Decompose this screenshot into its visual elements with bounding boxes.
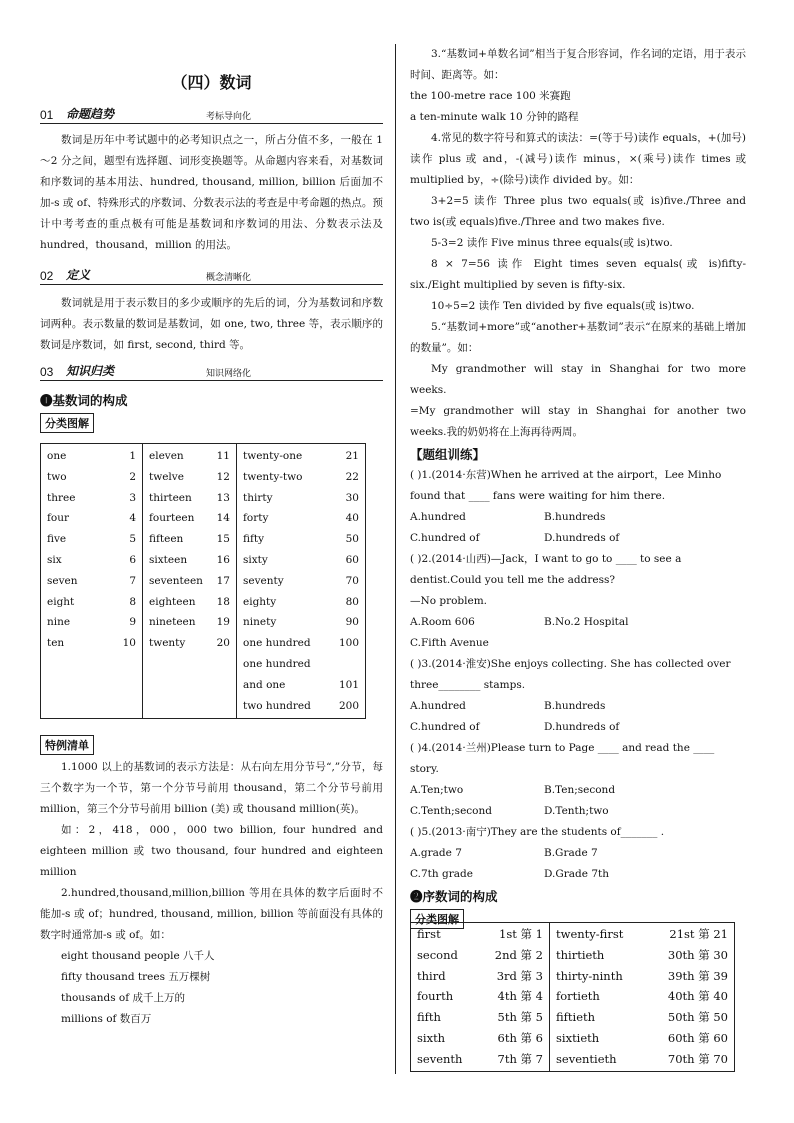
number-row [149, 633, 230, 654]
number-word: two hundred [243, 699, 311, 712]
options-row [410, 507, 746, 528]
number-row [243, 529, 359, 550]
number-value: 17 [216, 574, 230, 587]
example-line: thousands of 成千上万的 [61, 992, 185, 1005]
option[interactable]: D.Grade 7th [544, 868, 609, 880]
number-value: 19 [216, 616, 230, 629]
number-row [47, 467, 136, 488]
option[interactable]: D.Tenth;two [544, 805, 609, 817]
number-row [149, 508, 230, 529]
number-value: 21 [345, 450, 359, 462]
number-row [149, 488, 230, 509]
options-row [410, 528, 746, 549]
number-word: sixth [417, 1030, 446, 1045]
section-number: 02 [40, 269, 54, 283]
number-row [149, 529, 230, 550]
section-name: 知识归类 [66, 364, 115, 378]
question-2-reply: —No problem. [410, 595, 487, 607]
option[interactable]: B.Ten;second [544, 784, 616, 796]
option[interactable]: B.No.2 Hospital [544, 616, 629, 628]
number-word: twenty [149, 637, 186, 650]
number-row [149, 467, 230, 488]
number-word: eighty [243, 595, 277, 608]
number-value: 30th 第 30 [667, 947, 728, 962]
number-word: seven [47, 574, 78, 587]
number-value: 6th 第 6 [497, 1030, 543, 1045]
number-word: thirteen [149, 491, 192, 504]
number-value: 1st 第 1 [499, 927, 543, 941]
options-row [410, 843, 746, 864]
rule-4: 4.常见的数字符号和算式的读法：=(等于号)读作 equals，+(加号)读作 plus 或 and，-(减号)读作 minus，×(乘号)读作 times 或 multiplied by，÷(除号)读作 divided by。如： [410, 132, 746, 186]
cardinal-col-1 [41, 444, 143, 719]
number-value: 8 [129, 595, 136, 608]
column-divider [395, 44, 396, 1074]
number-row [243, 612, 359, 633]
options-row [410, 633, 746, 654]
number-value: 60th 第 60 [667, 1030, 728, 1045]
number-word: twenty-first [556, 927, 624, 941]
number-row [243, 571, 359, 592]
question-3: ( )3.(2014·淮安)She enjoys collecting. She has collected over three________ stamps. [410, 658, 731, 691]
number-value: 14 [216, 512, 230, 525]
number-value: 40th 第 40 [667, 989, 728, 1004]
number-value: 101 [338, 678, 359, 691]
number-value: 12 [216, 470, 230, 483]
number-value: 70th 第 70 [667, 1051, 728, 1066]
number-word: fifty [243, 533, 265, 546]
number-row [47, 529, 136, 550]
number-value: 70 [345, 574, 359, 587]
options-row [410, 612, 746, 633]
number-value: 90 [345, 616, 359, 629]
number-row [149, 612, 230, 633]
option[interactable]: C.7th grade [410, 868, 473, 880]
section-header-trend [40, 105, 383, 124]
number-row [47, 592, 136, 613]
question-4: ( )4.(2014·兰州)Please turn to Page ____ and read the ____ story. [410, 742, 715, 775]
option[interactable]: B.hundreds [544, 700, 606, 712]
section-name: 命题趋势 [66, 107, 115, 121]
number-value: 7 [129, 574, 136, 587]
ordinal-col-1 [411, 923, 550, 1072]
number-value: 15 [216, 533, 230, 546]
section-subtitle: 概念清晰化 [206, 273, 252, 283]
number-word: first [417, 927, 441, 941]
number-row [149, 592, 230, 613]
number-row [243, 654, 359, 675]
number-word: third [417, 968, 446, 983]
left-column [40, 44, 383, 1030]
trend-paragraph: 数词是历年中考试题中的必考知识点之一，所占分值不多，一般在 1～2 分之间，题型有选择题、词形变换题等。从命题内容来看，对基数词和序数词的基本用法、hundred, thousand, million, billion 后面加不加-s 或 of、特殊形式的序数词、分数表示法的考查是中考命题的热点。预计中考考查的重点极有可能是基数词和序数词的用法、分数表示法及 hundred，thousand，million 的用法。 [40, 134, 383, 251]
number-word: one hundred [243, 657, 311, 670]
number-word: fourth [417, 989, 454, 1004]
training-title: 【题组训练】 [410, 448, 486, 462]
number-word: nine [47, 616, 71, 629]
number-value: 20 [216, 637, 230, 650]
option[interactable]: C.hundred of [410, 532, 480, 544]
number-row [417, 1028, 543, 1049]
special-paragraph-2: 如：2，418，000，000 two billion, four hundred and eighteen million 或 two thousand, four hundred and eighteen million [40, 824, 383, 879]
number-value: 2 [129, 470, 136, 483]
number-word: one [47, 450, 67, 462]
number-row [47, 550, 136, 571]
number-word: ten [47, 637, 65, 650]
number-value: 60 [345, 553, 359, 566]
option[interactable]: B.hundreds [544, 511, 606, 523]
special-paragraph-3: 2.hundred,thousand,million,billion 等用在具体的数字后面时不能加-s 或 of；hundred, thousand, million, billion 等前面没有具体的数字时通常加-s 或 of。如： [40, 887, 383, 942]
ordinal-heading: ❷序数词的构成 [410, 890, 498, 904]
right-column [410, 44, 746, 1074]
number-value: 100 [338, 637, 359, 650]
example-line: My grandmother will stay in Shanghai for two more weeks. [410, 363, 746, 396]
number-word: twelve [149, 470, 184, 483]
number-value: 4 [129, 512, 136, 525]
number-value: 11 [216, 450, 230, 462]
number-row [243, 446, 359, 467]
option[interactable]: D.hundreds of [544, 721, 620, 733]
number-row [556, 986, 728, 1007]
number-row [243, 592, 359, 613]
number-word: seventy [243, 574, 284, 587]
question-2: ( )2.(2014·山西)—Jack，I want to go to ____ to see a dentist.Could you tell me the address? [410, 553, 682, 586]
options-row [410, 864, 746, 885]
number-row [243, 696, 359, 717]
rule-5: 5.“基数词+more”或“another+基数词”表示“在原来的基础上增加的数量”。如： [410, 321, 746, 354]
number-row [243, 467, 359, 488]
number-value: 18 [216, 595, 230, 608]
option[interactable]: A.grade 7 [410, 847, 462, 859]
number-word: three [47, 491, 76, 504]
options-row [410, 780, 746, 801]
example-line: the 100-metre race 100 米赛跑 [410, 90, 571, 102]
number-word: sixty [243, 553, 268, 566]
number-word: seventeen [149, 574, 203, 587]
number-row [149, 446, 230, 467]
number-word: sixteen [149, 553, 188, 566]
example-line: 8 × 7=56 读作 Eight times seven equals(或 is)fifty-six./Eight multiplied by seven is fifty-six. [410, 258, 746, 291]
page-title: （四）数词 [171, 73, 252, 92]
number-row [47, 446, 136, 467]
number-row [149, 550, 230, 571]
number-word: one hundred [243, 637, 311, 650]
ordinal-table [410, 922, 735, 1072]
number-word: seventh [417, 1051, 463, 1066]
number-value: 39th 第 39 [667, 968, 728, 983]
number-value: 7th 第 7 [497, 1051, 543, 1066]
classification-box-label: 分类图解 [40, 413, 94, 433]
number-word: five [47, 533, 67, 546]
number-value: 30 [345, 491, 359, 504]
example-line: =My grandmother will stay in Shanghai for another two weeks.我的奶奶将在上海再待两周。 [410, 405, 746, 438]
number-value: 5 [129, 533, 136, 546]
number-word: forty [243, 512, 269, 525]
number-word: six [47, 553, 62, 566]
number-word: twenty-one [243, 450, 303, 462]
number-row [556, 966, 728, 987]
number-value: 5th 第 5 [497, 1010, 543, 1025]
number-word: second [417, 947, 458, 962]
options-row [410, 717, 746, 738]
option[interactable]: A.hundred [410, 700, 466, 712]
special-cases-label: 特例清单 [40, 735, 94, 755]
example-line: 10÷5=2 读作 Ten divided by five equals(或 is)two. [431, 300, 695, 312]
special-paragraph-1: 1.1000 以上的基数词的表示方法是：从右向左用分节号“,”分节，每三个数字为一个节，第一个分节号前用 thousand，第二个分节号前用 million，第三个分节号前用 billion (美) 或 thousand million(英)。 [40, 761, 383, 816]
number-word: two [47, 470, 67, 483]
number-value: 10 [122, 637, 136, 650]
number-row [556, 1028, 728, 1049]
number-row [417, 1007, 543, 1028]
rule-3: 3.“基数词+单数名词”相当于复合形容词，作名词的定语，用于表示时间、距离等。如： [410, 48, 746, 81]
number-value: 22 [345, 470, 359, 483]
number-row [47, 612, 136, 633]
options-row [410, 696, 746, 717]
number-row [243, 675, 359, 696]
section-name: 定义 [66, 268, 91, 282]
section-header-knowledge [40, 362, 383, 381]
number-value: 16 [216, 553, 230, 566]
number-value: 1 [129, 450, 136, 462]
number-row [417, 986, 543, 1007]
option[interactable]: B.Grade 7 [544, 847, 598, 859]
cardinal-table [40, 443, 366, 719]
number-row [556, 924, 728, 945]
number-word: thirty [243, 491, 273, 504]
section-subtitle: 知识网络化 [206, 369, 252, 379]
options-row [410, 801, 746, 822]
number-value: 4th 第 4 [497, 989, 543, 1004]
number-row [556, 1007, 728, 1028]
number-value: 9 [129, 616, 136, 629]
cardinal-col-3 [237, 444, 366, 719]
number-value: 50th 第 50 [667, 1010, 728, 1025]
number-value: 80 [345, 595, 359, 608]
number-row [417, 945, 543, 966]
number-word: four [47, 512, 69, 525]
number-row [47, 571, 136, 592]
number-row [243, 550, 359, 571]
cardinal-heading: ❶基数词的构成 [40, 394, 128, 408]
number-value: 3rd 第 3 [496, 968, 543, 983]
example-line: 5-3=2 读作 Five minus three equals(或 is)two. [431, 237, 673, 249]
option[interactable]: C.Fifth Avenue [410, 637, 489, 649]
number-value: 200 [338, 699, 359, 712]
number-word: twenty-two [243, 470, 303, 483]
number-value: 21st 第 21 [669, 927, 728, 941]
question-5: ( )5.(2013·南宁)They are the students of_______ . [410, 826, 665, 838]
number-word: eight [47, 595, 75, 608]
option[interactable]: A.hundred [410, 511, 466, 523]
option[interactable]: D.hundreds of [544, 532, 620, 544]
number-row [149, 571, 230, 592]
number-word: sixtieth [556, 1030, 600, 1045]
number-word: eighteen [149, 595, 196, 608]
number-word: fiftieth [556, 1010, 596, 1025]
number-row [47, 633, 136, 654]
number-row [417, 966, 543, 987]
number-value: 6 [129, 553, 136, 566]
cardinal-col-2 [143, 444, 237, 719]
ordinal-col-2 [550, 923, 735, 1072]
classification-box-label: 分类图解 [410, 909, 464, 929]
number-value: 40 [345, 512, 359, 525]
number-word: fifth [417, 1010, 441, 1025]
number-word: fourteen [149, 512, 195, 525]
example-line: 3+2=5 读作 Three plus two equals(或 is)five./Three and two is(或 equals)five./Three and two makes five. [410, 195, 746, 228]
section-number: 03 [40, 365, 54, 379]
number-row [243, 508, 359, 529]
number-row [556, 945, 728, 966]
number-word: seventieth [556, 1051, 617, 1066]
number-word: fortieth [556, 989, 600, 1004]
number-word: thirtieth [556, 947, 605, 962]
number-value: 3 [129, 491, 136, 504]
option[interactable]: A.Room 606 [410, 616, 475, 628]
section-header-definition [40, 266, 383, 285]
number-row [47, 508, 136, 529]
number-row [243, 633, 359, 654]
example-line: millions of 数百万 [61, 1013, 152, 1026]
section-number: 01 [40, 108, 54, 122]
number-word: ninety [243, 616, 277, 629]
number-row [47, 488, 136, 509]
number-value: 2nd 第 2 [494, 947, 543, 962]
option[interactable]: A.Ten;two [410, 784, 464, 796]
example-line: eight thousand people 八千人 [61, 950, 215, 963]
question-1: ( )1.(2014·东营)When he arrived at the airport，Lee Minho found that ____ fans were waiting for him there. [410, 469, 722, 502]
section-subtitle: 考标导向化 [206, 112, 252, 122]
number-word: eleven [149, 450, 184, 462]
number-row [243, 488, 359, 509]
option[interactable]: C.hundred of [410, 721, 480, 733]
option[interactable]: C.Tenth;second [410, 805, 492, 817]
number-word: and one [243, 678, 286, 691]
number-row [417, 924, 543, 945]
example-line: fifty thousand trees 五万棵树 [61, 971, 211, 984]
number-word: thirty-ninth [556, 968, 623, 983]
number-word: nineteen [149, 616, 196, 629]
number-row [556, 1049, 728, 1070]
definition-paragraph: 数词就是用于表示数目的多少或顺序的先后的词，分为基数词和序数词两种。表示数量的数词是基数词，如 one, two, three 等，表示顺序的数词是序数词，如 first, second, third 等。 [40, 297, 383, 351]
example-line: a ten-minute walk 10 分钟的路程 [410, 111, 579, 123]
number-value: 50 [345, 533, 359, 546]
number-row [417, 1049, 543, 1070]
number-word: fifteen [149, 533, 184, 546]
number-value: 13 [216, 491, 230, 504]
